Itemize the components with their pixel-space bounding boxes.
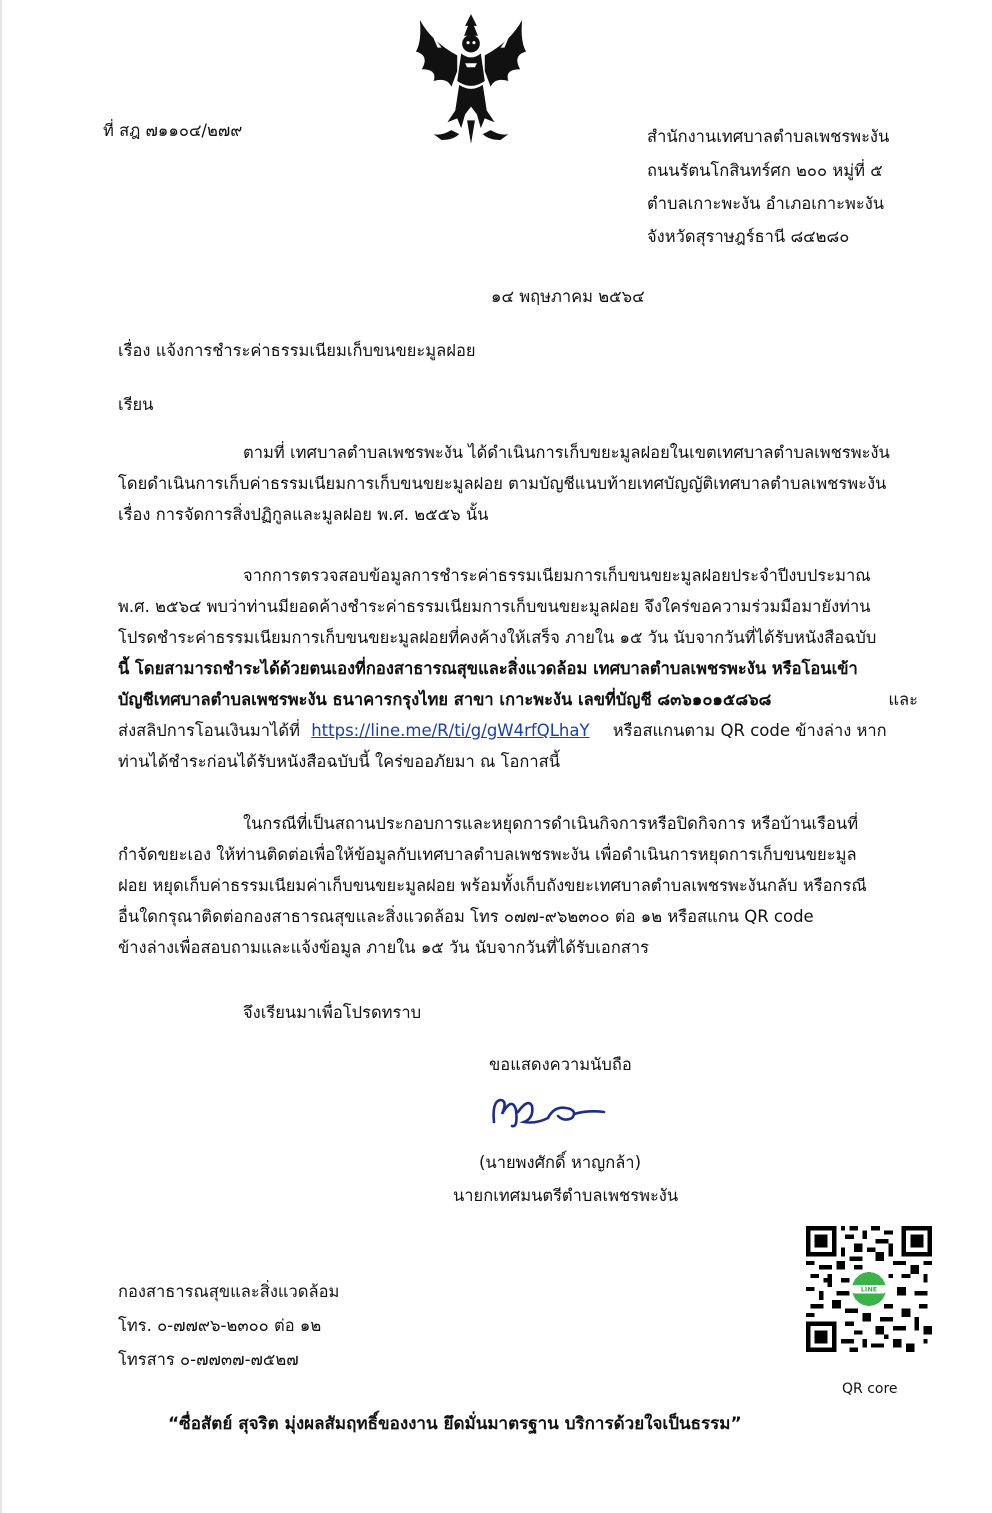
letter-subject: เรื่อง แจ้งการชำระค่าธรรมเนียมเก็บขนขยะมูลฝอย (118, 341, 476, 360)
paragraph-line-bold: นี้ โดยสามารถชำระได้ด้วยตนเองที่กองสาธารณสุขและสิ่งแวดล้อม เทศบาลตำบลเพชรพะงัน หรือโอนเข้า (118, 659, 858, 678)
regards-line: ขอแสดงความนับถือ (489, 1055, 632, 1074)
sender-address-line: จังหวัดสุราษฎร์ธานี ๘๔๒๘๐ (647, 227, 850, 246)
garuda-emblem-icon (412, 12, 530, 150)
footer-fax: โทรสาร ๐-๗๗๓๗-๗๕๒๗ (118, 1350, 299, 1369)
paragraph-line: ฝอย หยุดเก็บค่าธรรมเนียมค่าเก็บขนขยะมูลฝอย พร้อมทั้งเก็บถังขยะเทศบาลตำบลเพชรพะงันกลับ หรือกรณี (118, 876, 867, 895)
line-logo-text: LINE (860, 1285, 878, 1294)
line-qr-code[interactable] (806, 1226, 932, 1352)
qr-caption: QR core (842, 1381, 898, 1397)
paragraph-line: เรื่อง การจัดการสิ่งปฏิกูลและมูลฝอย พ.ศ. ๒๕๕๖ นั้น (118, 505, 489, 524)
slip-instruction-text: ส่งสลิปการโอนเงินมาได้ที่ (118, 721, 300, 740)
paragraph-line: จากการตรวจสอบข้อมูลการชำระค่าธรรมเนียมการเก็บขนขยะมูลฝอยประจำปีงบประมาณ (243, 566, 871, 585)
paragraph-line: อื่นใดกรุณาติดต่อกองสาธารณสุขและสิ่งแวดล้อม โทร ๐๗๗-๙๖๒๓๐๐ ต่อ ๑๒ หรือสแกน QR code (118, 907, 814, 926)
bank-account-text: บัญชีเทศบาลตำบลเพชรพะงัน ธนาคารกรุงไทย สาขา เกาะพะงัน เลขที่บัญชี ๘๓๖๑๐๑๕๘๖๘ (118, 690, 772, 709)
qr-instruction-text: หรือสแกนตาม QR code ข้างล่าง หาก (612, 721, 887, 740)
paragraph-line: โดยดำเนินการเก็บค่าธรรมเนียมการเก็บขนขยะมูลฝอย ตามบัญชีแนบท้ายเทศบัญญัติเทศบาลตำบลเพชรพะงัน (118, 474, 887, 493)
signer-title: นายกเทศมนตรีตำบลเพชรพะงัน (453, 1186, 679, 1205)
paragraph-intro (118, 437, 918, 530)
reference-number: ที่ สฎ ๗๑๑๐๔/๒๗๙ (103, 121, 243, 140)
closing-line: จึงเรียนมาเพื่อโปรดทราบ (243, 1003, 422, 1022)
paragraph-line (118, 715, 918, 746)
paragraph-line: กำจัดขยะเอง ให้ท่านติดต่อเพื่อให้ข้อมูลกับเทศบาลตำบลเพชรพะงัน เพื่อดำเนินการหยุดการเก็บขนขยะมูล (118, 845, 857, 864)
sender-address-line: ตำบลเกาะพะงัน อำเภอเกาะพะงัน (647, 194, 885, 213)
letter-date: ๑๔ พฤษภาคม ๒๕๖๔ (491, 287, 645, 306)
sender-address-line: ถนนรัตนโกสินทร์ศก ๒๐๐ หมู่ที่ ๕ (647, 161, 883, 180)
paragraph-line (118, 684, 918, 715)
paragraph-line: ท่านได้ชำระก่อนได้รับหนังสือฉบับนี้ ใคร่ขออภัยมา ณ โอกาสนี้ (118, 752, 560, 771)
paragraph-business-closure (118, 808, 918, 963)
paragraph-line: ในกรณีที่เป็นสถานประกอบการและหยุดการดำเนินกิจการหรือปิดกิจการ หรือบ้านเรือนที่ (243, 814, 859, 833)
conjunction-text: และ (888, 690, 918, 709)
paragraph-payment (118, 560, 918, 777)
footer-phone: โทร. ๐-๗๗๙๖-๒๓๐๐ ต่อ ๑๒ (118, 1316, 322, 1335)
line-group-link[interactable]: https://line.me/R/ti/g/gW4rfQLhaY (311, 721, 590, 740)
sender-address-line: สำนักงานเทศบาลตำบลเพชรพะงัน (647, 127, 890, 146)
paragraph-line: พ.ศ. ๒๕๖๔ พบว่าท่านมียอดค้างชำระค่าธรรมเนียมการเก็บขนขยะมูลฝอย จึงใคร่ขอความร่วมมือมายังท่าน (118, 597, 871, 616)
paragraph-line: ข้างล่างเพื่อสอบถามและแจ้งข้อมูล ภายใน ๑๕ วัน นับจากวันที่ได้รับเอกสาร (118, 938, 650, 957)
signature-image (488, 1092, 608, 1132)
salutation: เรียน (118, 395, 154, 414)
footer-department: กองสาธารณสุขและสิ่งแวดล้อม (118, 1282, 340, 1301)
paragraph-line: ตามที่ เทศบาลตำบลเพชรพะงัน ได้ดำเนินการเก็บขยะมูลฝอยในเขตเทศบาลตำบลเพชรพะงัน (243, 443, 890, 462)
paragraph-line: โปรดชำระค่าธรรมเนียมการเก็บขนขยะมูลฝอยที่คงค้างให้เสร็จ ภายใน ๑๕ วัน นับจากวันที่ได้รับหนังสือฉบับ (118, 628, 877, 647)
motto-text: “ซื่อสัตย์ สุจริต มุ่งผลสัมฤทธิ์ของงาน ยึดมั่นมาตรฐาน บริการด้วยใจเป็นธรรม” (168, 1414, 742, 1434)
signer-name: (นายพงศักดิ์ หาญกล้า) (479, 1153, 642, 1172)
